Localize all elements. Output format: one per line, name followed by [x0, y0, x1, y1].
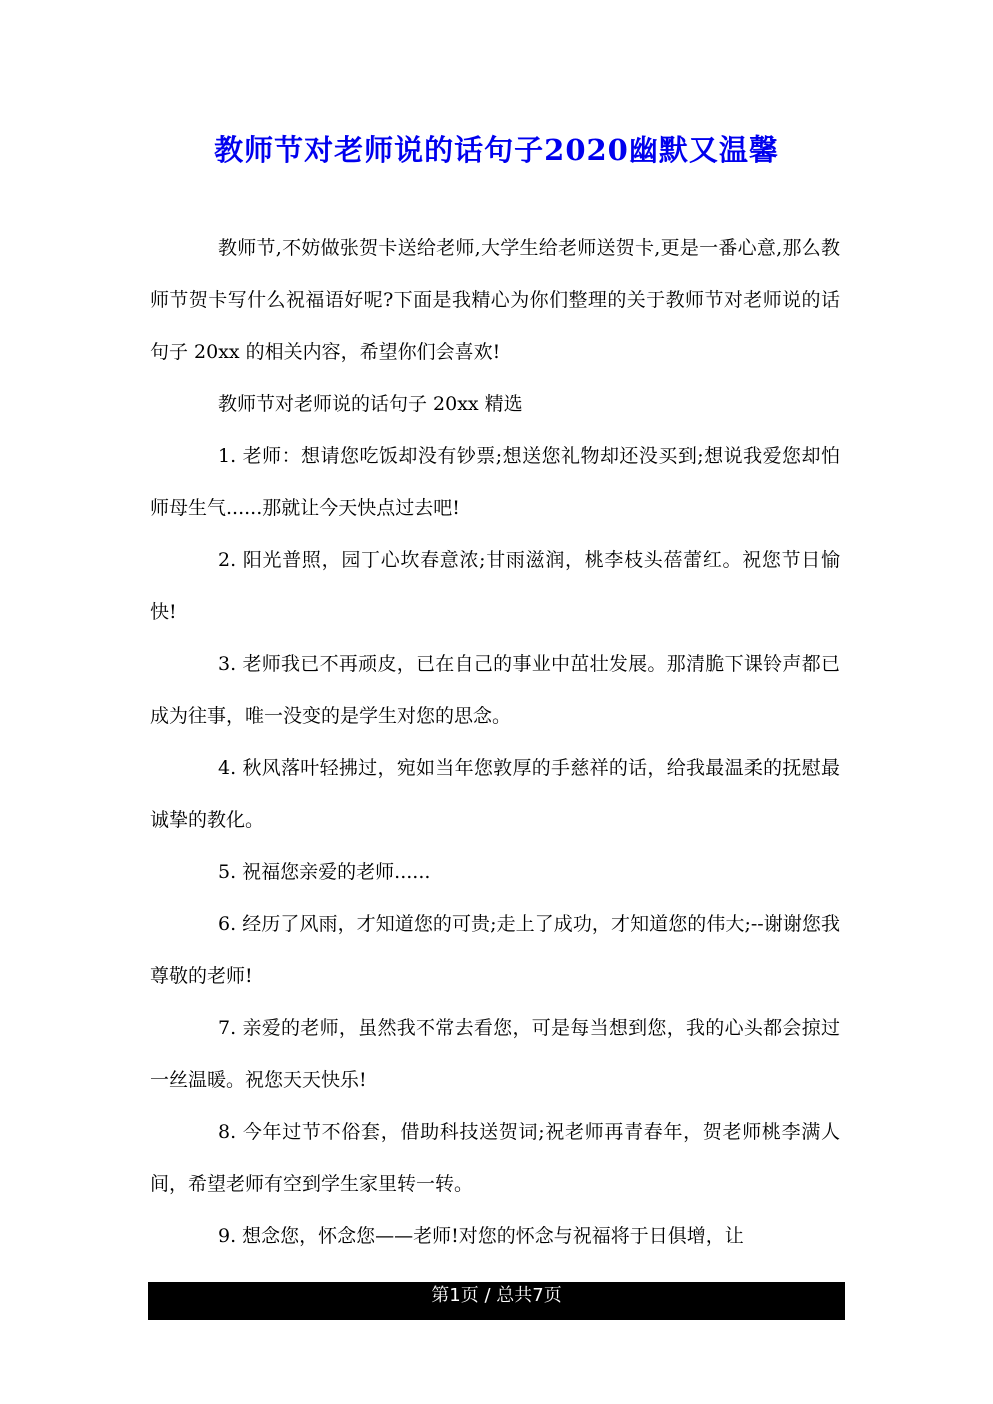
list-item: 1. 老师：想请您吃饭却没有钞票;想送您礼物却还没买到;想说我爱您却怕师母生气......那就让今天快点过去吧! [150, 445, 840, 519]
document-title: 教师节对老师说的话句子2020幽默又温馨 [214, 133, 779, 167]
document-body [150, 222, 840, 1262]
section-heading: 教师节对老师说的话句子 20xx 精选 [218, 393, 523, 415]
list-item: 6. 经历了风雨，才知道您的可贵;走上了成功，才知道您的伟大;--谢谢您我尊敬的老师! [150, 913, 840, 987]
intro-paragraph: 教师节,不妨做张贺卡送给老师,大学生给老师送贺卡,更是一番心意,那么教师节贺卡写什么祝福语好呢?下面是我精心为你们整理的关于教师节对老师说的话句子 20xx 的相关内容，希望你们会喜欢! [150, 237, 840, 363]
list-item: 5. 祝福您亲爱的老师...... [218, 861, 431, 883]
list-item: 9. 想念您，怀念您——老师!对您的怀念与祝福将于日俱增，让 [218, 1225, 744, 1247]
list-item: 7. 亲爱的老师，虽然我不常去看您，可是每当想到您，我的心头都会掠过一丝温暖。祝您天天快乐! [150, 1017, 840, 1091]
page-footer-bar [148, 1282, 845, 1320]
list-item: 4. 秋风落叶轻拂过，宛如当年您敦厚的手慈祥的话，给我最温柔的抚慰最诚挚的教化。 [150, 757, 840, 831]
list-item: 8. 今年过节不俗套，借助科技送贺词;祝老师再青春年，贺老师桃李满人间，希望老师有空到学生家里转一转。 [150, 1121, 840, 1195]
page-indicator: 第1页 / 总共7页 [431, 1285, 562, 1306]
list-item: 3. 老师我已不再顽皮，已在自己的事业中茁壮发展。那清脆下课铃声都已成为往事，唯一没变的是学生对您的思念。 [150, 653, 840, 727]
list-item: 2. 阳光普照，园丁心坎春意浓;甘雨滋润，桃李枝头蓓蕾红。祝您节日愉快! [150, 549, 840, 623]
